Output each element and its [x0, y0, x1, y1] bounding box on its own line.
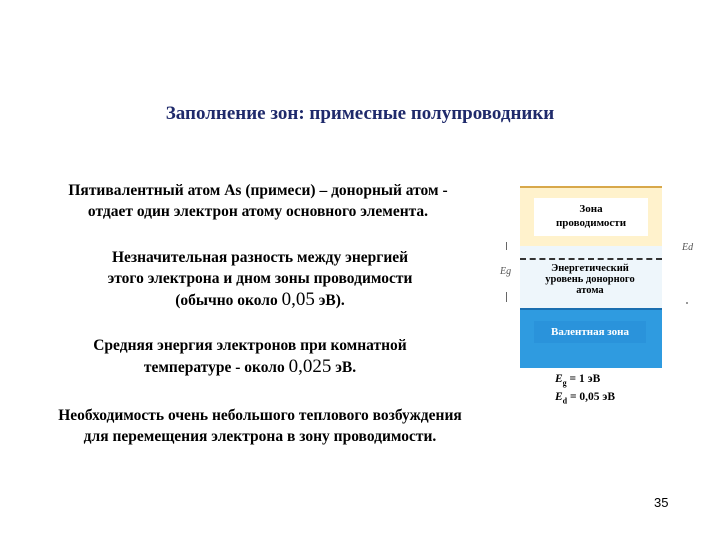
- eg-arrow-icon: [506, 292, 507, 302]
- donor-level-label: [528, 263, 652, 296]
- paragraph-energy-difference: [40, 247, 480, 311]
- ed-value: $E_d = 0,05$ эВ: [555, 391, 616, 406]
- paragraph-donor-atom: [18, 180, 498, 222]
- text-line: [40, 289, 480, 311]
- eg-value: $E_g = 1$ эВ: [555, 373, 601, 388]
- text-line: проводимости: [555, 217, 627, 229]
- valence-band-label: Валентная зона: [534, 321, 646, 343]
- donor-level-line: [520, 258, 662, 260]
- energy-values: [555, 372, 615, 409]
- text-line: отдает один электрон атому основного элемента.: [87, 203, 429, 220]
- slide-title: Заполнение зон: примесные полупроводники: [165, 103, 555, 124]
- text-line: уровень донорного: [545, 274, 635, 285]
- text-line: Зона: [579, 203, 603, 215]
- text-line: Пятивалентный атом As (примеси) – донорный атом -: [68, 182, 448, 199]
- text-fragment: температуре - около: [143, 359, 289, 376]
- eg-symbol: Eg: [500, 266, 512, 277]
- text-line: Незначительная разность между энергией: [111, 249, 409, 266]
- text-fragment: эВ.: [331, 359, 357, 376]
- text-line: [40, 356, 460, 378]
- band-diagram: [488, 180, 694, 380]
- text-fragment: (обычно около: [175, 292, 282, 309]
- text-line: Необходимость очень небольшого теплового возбуждения: [58, 407, 462, 424]
- conduction-band-label: [534, 198, 648, 236]
- value-number: 0,05: [281, 289, 315, 310]
- paragraph-thermal-excitation: [0, 405, 520, 447]
- ed-symbol: Ed: [682, 242, 694, 253]
- ed-arrow-icon: [506, 242, 507, 250]
- tick-mark: [686, 302, 688, 304]
- text-line: этого электрона и дном зоны проводимости: [107, 270, 413, 287]
- paragraph-average-energy: [40, 335, 460, 378]
- page-number: 35: [654, 495, 669, 510]
- text-fragment: эВ).: [314, 292, 345, 309]
- value-number: 0,025: [288, 356, 332, 377]
- text-line: Средняя энергия электронов при комнатной: [93, 337, 407, 354]
- text-line: атома: [576, 285, 604, 296]
- text-line: для перемещения электрона в зону проводимости.: [83, 428, 437, 445]
- text-line: Энергетический: [551, 263, 629, 274]
